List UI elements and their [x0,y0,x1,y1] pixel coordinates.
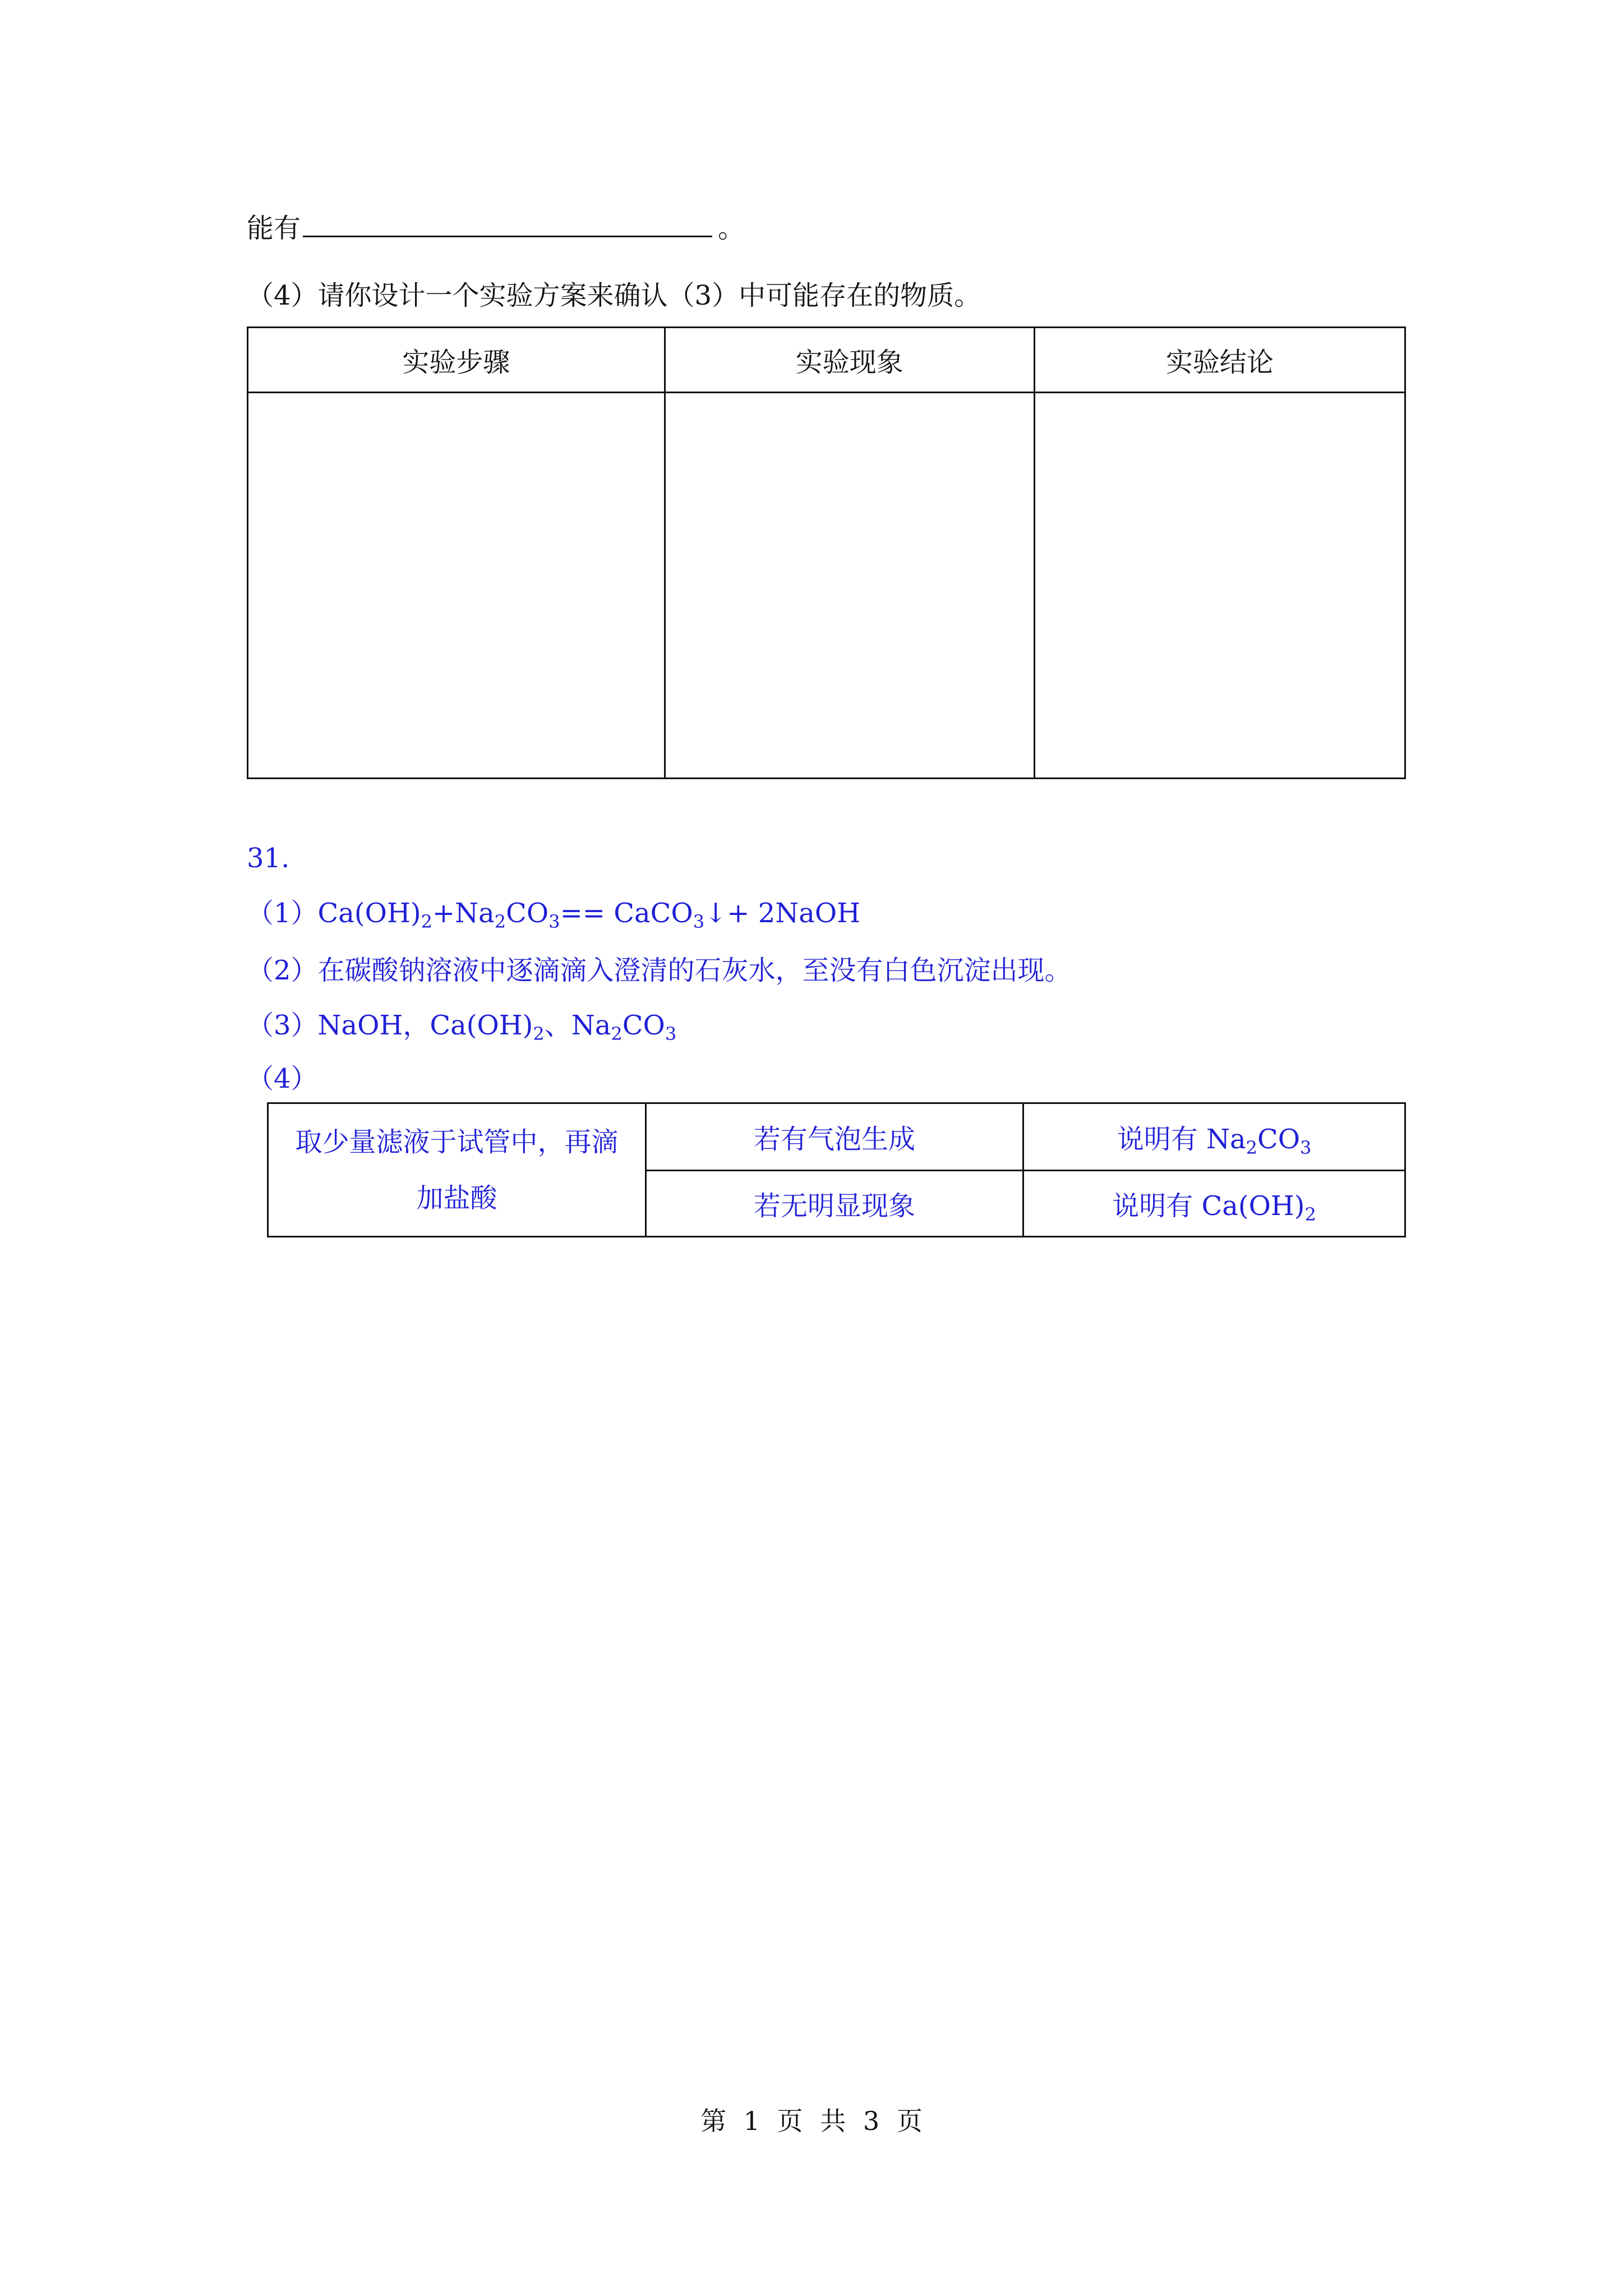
formula-text: CO [506,898,549,929]
subscript: 3 [665,1023,677,1045]
formula-text: ↓+ 2NaOH [704,898,861,929]
question-line-neng-you [247,211,745,245]
formula-text: 、Na [544,1010,611,1041]
line-prefix: 能有 [247,213,301,244]
header-experiment-conclusion: 实验结论 [1034,328,1405,393]
subscript: 2 [494,911,506,932]
header-experiment-steps: 实验步骤 [248,328,665,393]
experiment-design-table [247,326,1406,779]
answer-step-text: 取少量滤液于试管中，再滴加盐酸 [295,1126,619,1214]
formula-text: CO [622,1010,665,1041]
answer-phenomenon-1: 若有气泡生成 [645,1103,1023,1171]
subscript: 2 [611,1023,623,1045]
answer-part3 [247,1009,677,1045]
answer-part4-label: （4） [247,1063,318,1094]
answer-experiment-table [267,1102,1406,1237]
conclusion-text: 说明有 Na [1117,1124,1246,1155]
conclusion-text: CO [1257,1124,1301,1155]
answer-conclusion-1 [1023,1103,1405,1171]
subscript: 2 [1246,1137,1257,1158]
subscript: 3 [693,911,705,932]
answer-phenomenon-2: 若无明显现象 [645,1171,1023,1237]
answer-part2: （2）在碳酸钠溶液中逐滴滴入澄清的石灰水，至没有白色沉淀出现。 [247,955,1072,986]
subscript: 2 [421,911,432,932]
header-experiment-phenomena: 实验现象 [665,328,1034,393]
answer-conclusion-2 [1023,1171,1405,1237]
empty-phenomena-cell [665,393,1034,779]
formula-text: NaOH，Ca(OH) [317,1010,533,1041]
subscript: 2 [533,1023,545,1045]
answer-number: 31. [247,843,290,874]
conclusion-text: 说明有 Ca(OH) [1112,1190,1305,1222]
formula-text: +Na [432,898,495,929]
line-suffix: 。 [718,213,745,244]
subscript: 3 [548,911,560,932]
formula-text: Ca(OH) [317,898,421,929]
subscript: 2 [1304,1204,1316,1225]
question-part4-prompt: （4）请你设计一个实验方案来确认（3）中可能存在的物质。 [247,280,981,311]
fill-blank [303,211,712,237]
part3-label: （3） [247,1010,318,1041]
subscript: 3 [1300,1137,1312,1158]
answer-part1 [247,896,860,930]
empty-steps-cell [248,393,665,779]
empty-conclusion-cell [1034,393,1405,779]
page-footer: 第 1 页 共 3 页 [700,2106,923,2136]
answer-step-cell [268,1103,646,1237]
part1-label: （1） [247,898,318,929]
formula-text: == CaCO [560,898,693,929]
